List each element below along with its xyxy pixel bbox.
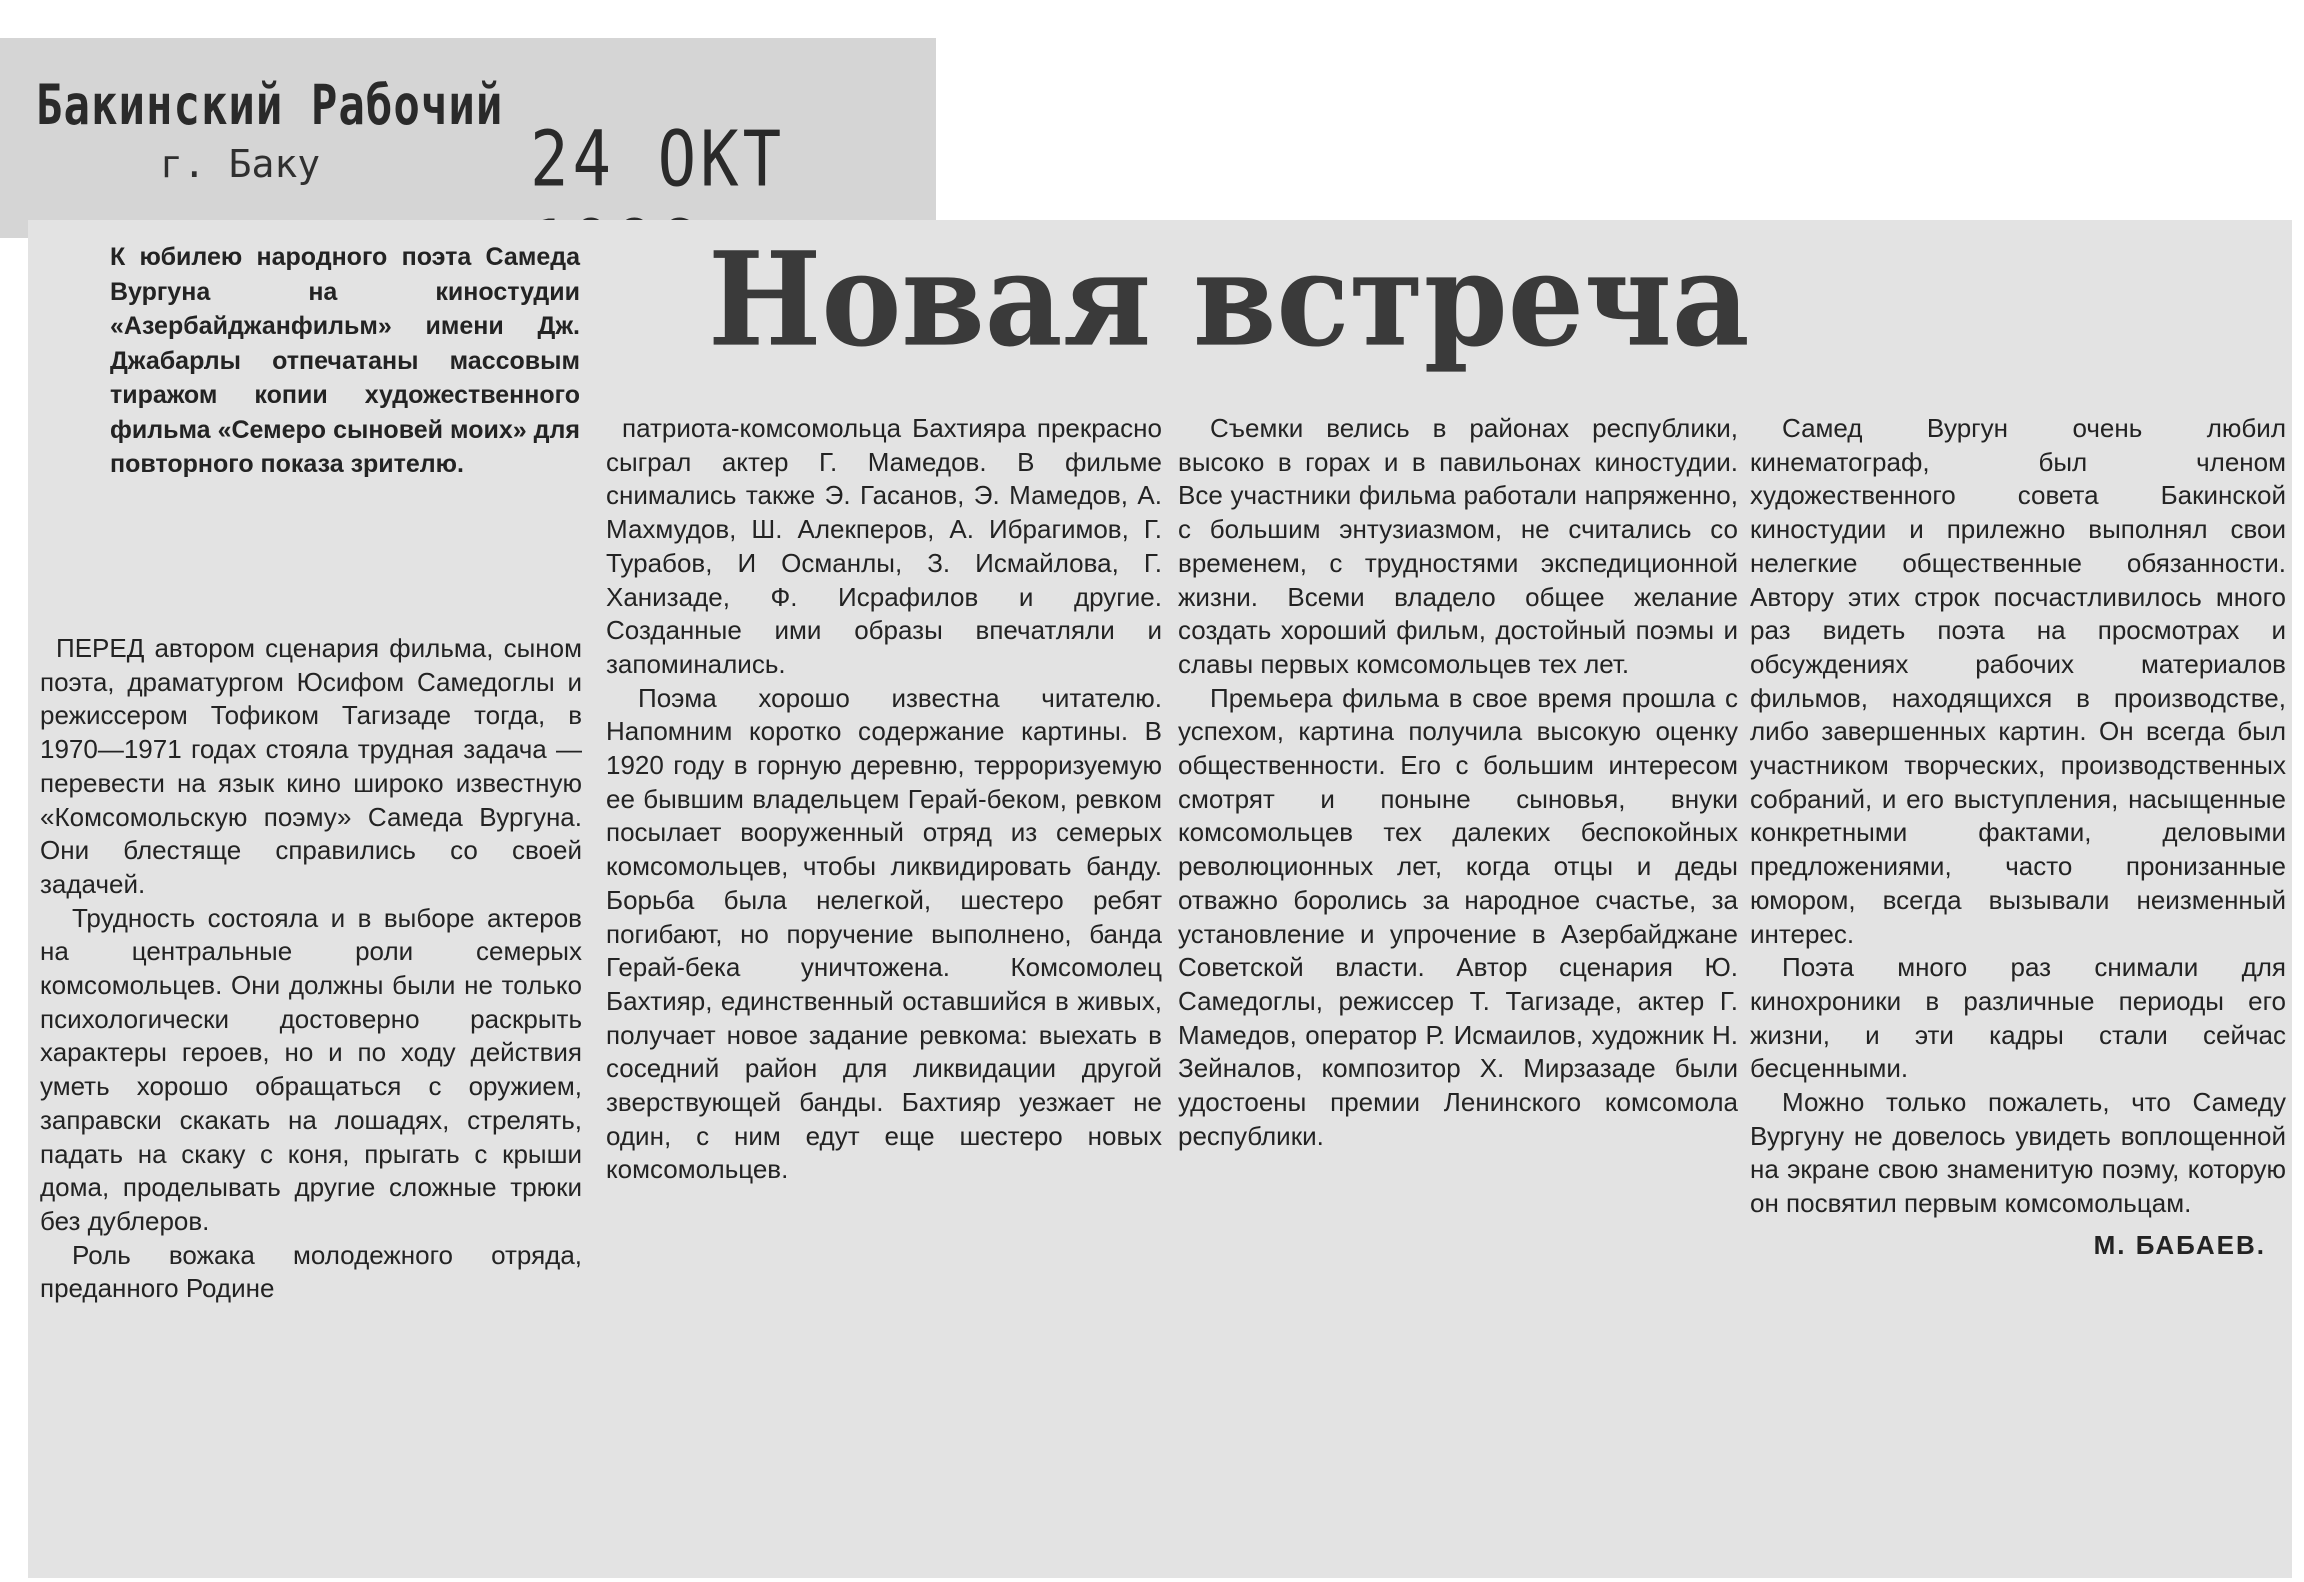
article-column-3: [1178, 412, 1738, 1153]
paragraph: Трудность состояла и в выборе актеров на центральные роли семерых комсомольцев. Они должны были не только психологически достоверно раскрыть характеры героев, но и по ходу действия уметь хорошо обращаться с оружием, заправски скакать на лошадях, стрелять, падать на скаку с коня, прыгать с крыши дома, проделывать другие сложные трюки без дублеров.: [40, 902, 582, 1236]
newspaper-stamp: [0, 38, 936, 238]
paragraph: Поэма хорошо известна читателю. Напомним коротко содержание картины. В 1920 году в горную деревню, терроризуемую ее бывшим владельцем Герай-беком, ревком посылает вооруженный отряд из семерых комсомольцев, чтобы ликвидировать банду. Борьба была нелегкой, шестеро ребят погибают, но поручение выполнено, банда Герай-бека уничтожена. Комсомолец Бахтияр, единственный оставшийся в живых, получает новое задание ревкома: выехать в соседний район для ликвидации другой зверствующей банды. Бахтияр уезжает не один, с ним едут еще шестеро новых комсомольцев.: [606, 682, 1162, 1185]
paragraph: Съемки велись в районах республики, высоко в горах и в павильонах киностудии. Все участники фильма работали напряженно, с большим энтузиазмом, не считались со временем, с трудностями экспедиционной жизни. Всеми владело общее желание создать хороший фильм, достойный поэмы и славы первых комсомольцев тех лет.: [1178, 413, 1738, 679]
newspaper-name: Бакинский Рабочий: [36, 74, 504, 138]
article-headline: Новая встреча: [708, 223, 1750, 376]
article-column-1: [40, 632, 582, 1306]
newspaper-city: г. Баку: [160, 142, 321, 186]
paragraph: Премьера фильма в свое время прошла с успехом, картина получила высокую оценку общественности. Его с большим интересом смотрят и поныне сыновья, внуки комсомольцев тех далеких беспокойных революционных лет, когда отцы и деды отважно боролись за народное счастье, за установление и упрочение в Азербайджане Советской власти. Автор сценария Ю. Самедоглы, режиссер Т. Тагизаде, актер Г. Мамедов, оператор Р. Исмаилов, художник Н. Зейналов, композитор Х. Мирзазаде были удостоены премии Ленинского комсомола республики.: [1178, 682, 1738, 1151]
paragraph: патриота-комсомольца Бахтияра прекрасно сыграл актер Г. Мамедов. В фильме снимались также Э. Гасанов, Э. Мамедов, А. Махмудов, Ш. Алекперов, А. Ибрагимов, Г. Турабов, И Османлы, З. Исмайлова, Г. Ханизаде, Ф. Исрафилов и другие. Созданные ими образы впечатляли и запоминались.: [606, 413, 1162, 679]
paragraph: Можно только пожалеть, что Самеду Вургуну не довелось увидеть воплощенной на экране свою знаменитую поэму, которую он посвятил первым комсомольцам.: [1750, 1087, 2286, 1219]
article-column-2: [606, 412, 1162, 1187]
clipping-date: 24 ОКТ: [530, 116, 786, 205]
article-clipping: [28, 220, 2292, 1578]
paragraph: Самед Вургун очень любил кинематограф, был членом художественного совета Бакинской киностудии и прилежно выполнял свои нелегкие общественные обязанности. Автору этих строк посчастливилось много раз видеть поэта на просмотрах и обсуждениях рабочих материалов фильмов, находящихся в производстве, либо завершенных картин. Он всегда был участником творческих, производственных собраний, и его выступления, насыщенные конкретными фактами, деловыми предложениями, часто пронизанные юмором, всегда вызывали неизменный интерес.: [1750, 413, 2286, 949]
article-lead: К юбилею народного поэта Самеда Вургуна на киностудии «Азербайджанфильм» имени Дж. Джабарлы отпечатаны массовым тиражом копии художественного фильма «Семеро сыновей моих» для повторного показа зрителю.: [110, 243, 580, 478]
paragraph: ПЕРЕД автором сценария фильма, сыном поэта, драматургом Юсифом Самедоглы и режиссером Тофиком Тагизаде тогда, в 1970—1971 годах стояла трудная задача — перевести на язык кино широко известную «Комсомольскую поэму» Самеда Вургуна. Они блестяще справились со своей задачей.: [40, 633, 582, 899]
paragraph: Роль вожака молодежного отряда, преданного Родине: [40, 1239, 582, 1304]
paragraph: Поэта много раз снимали для кинохроники в различные периоды его жизни, и эти кадры стали сейчас бесценными.: [1750, 952, 2286, 1084]
author-signature: М. БАБАЕВ.: [2093, 1229, 2266, 1260]
article-column-4: [1750, 412, 2286, 1263]
